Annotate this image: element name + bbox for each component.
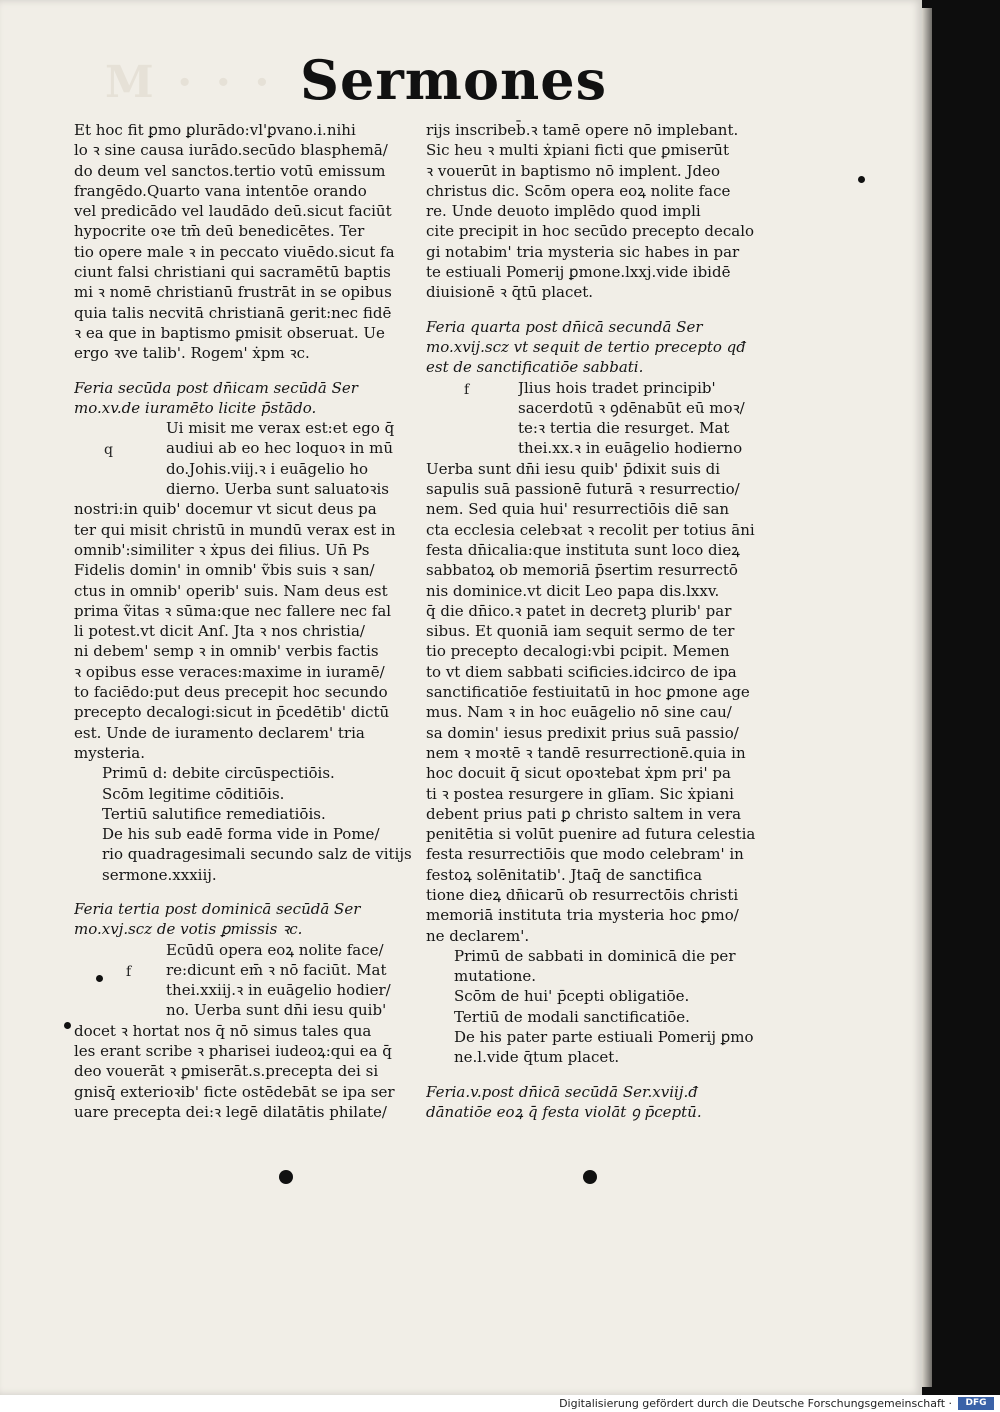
text-line: ne declarem'. [426,926,530,945]
text-line: mi ꝛ nomē christianū frustrāt in se opibus [74,283,392,302]
text-line: festoꝝ solēnitatib'. Jtaq̄ de sanctifica [426,865,703,884]
right-heading1 [426,317,772,378]
text-line: festa resurrectiōis que modo celebram' in [426,845,744,864]
page-edge [922,8,932,1387]
text-line: thei.xx.ꝛ in euāgelio hodierno [518,439,743,458]
text-line: mo.xvij.scz vt sequit de tertio precepto qđ [426,337,746,356]
right-block2 [426,459,772,946]
text-line: Ecūdū opera eoꝝ nolite face/ [166,940,384,959]
text-line: gi notabim' tria mysteria sic habes in par [426,242,740,261]
right-block1 [426,120,772,303]
text-line: nem. Sed quia hui' resurrectiōis diē san [426,500,730,519]
footer-bar [0,1395,1000,1412]
text-line: ꝛ vouerūt in baptismo nō implent. Jdeo [426,161,720,180]
text-line: to faciēdo:put deus precepit hoc secundo [74,683,388,702]
text-line: Primū d: debite circūspectiōis. [102,764,335,783]
text-line: Feria secūda post dn̄icam secūdā Ser [74,378,358,397]
text-line: q̄ die dn̄ico.ꝛ patet in decretꝫ plurib' par [426,601,732,620]
text-line: sibus. Et quoniā iam sequit sermo de ter [426,622,735,641]
text-line: est. Unde de iuramento declarem' tria [74,723,365,742]
left-block2-initial [74,418,416,499]
text-line: vel predicādo vel laudādo deū.sicut faciūt [74,202,392,221]
text-line: te estiuali Pomerij ꝑmone.lxxj.vide ibidē [426,263,731,282]
text-line: sa domin' iesus predixit prius suā passio/ [426,723,739,742]
left-block2 [74,499,416,763]
text-line: docet ꝛ hortat nos q̄ nō simus tales qua [74,1021,372,1040]
left-column [74,120,416,1122]
text-line: mo.xv.de iuramēto licite p̄stādo. [74,398,317,417]
text-line: mutatione. [454,967,537,986]
text-line: Scōm legitime cōditiōis. [102,784,285,803]
text-line: do deum vel sanctos.tertio votū emissum [74,161,386,180]
right-list1 [426,946,772,1068]
text-line: Tertiū de modali sanctificatiōe. [454,1007,690,1026]
text-line: precepto decalogi:sicut in p̄cedētib' dictū [74,703,390,722]
text-line: do.Johis.viij.ꝛ i euāgelio ho [166,459,369,478]
guide-letter: q [104,442,113,459]
text-line: omnib':similiter ꝛ ẋpus dei filius. Un̄ Ps [74,540,370,559]
right-column [426,120,772,1122]
text-line: tione dieꝝ dn̄icarū ob resurrectōis christi [426,885,739,904]
text-line: lo ꝛ sine causa iurādo.secūdo blasphemā/ [74,141,388,160]
text-line: De his pater parte estiuali Pomerij ꝑmo [454,1028,754,1047]
text-line: festa dn̄icalia:que instituta sunt loco dieꝝ [426,540,740,559]
text-line: De his sub eadē forma vide in Pome/ [102,825,380,844]
text-line: Et hoc fit ꝑmo ꝑlurādo:vl'ꝑvano.i.nihi [74,121,356,139]
text-line: li potest.vt dicit Anſ. Jta ꝛ nos christia/ [74,622,365,641]
text-line: cite precipit in hoc secūdo precepto decalo [426,222,755,241]
footer-credit: Digitalisierung gefördert durch die Deutsche Forschungsgemeinschaft · [559,1397,952,1410]
ink-dot [583,1170,597,1184]
left-block2-indented [74,418,416,499]
running-head: Sermones [300,48,607,112]
text-line: Ui misit me verax est:et ego q̄ [166,419,395,438]
ink-dot [64,1022,71,1029]
text-line: ti ꝛ postea resurgere in glīam. Sic ẋpiani [426,784,734,803]
text-line: Fidelis domin' in omnib' ṽbis suis ꝛ san/ [74,561,375,580]
ink-dot [96,975,103,982]
text-line: christus dic. Scōm opera eoꝝ nolite face [426,181,731,200]
text-line: cta ecclesia celebꝛat ꝛ recolit per totius āni [426,520,755,539]
left-heading2 [74,899,416,940]
text-line: ergo ꝛve talib'. Rogem' ẋpm ꝛc. [74,344,310,363]
text-line: Uerba sunt dn̄i iesu quib' p̄dixit suis di [426,459,721,478]
text-line: re:dicunt em̄ ꝛ nō faciūt. Mat [166,960,387,979]
text-line: Tertiū salutifice remediatiōis. [102,804,326,823]
text-line: ꝛ opibus esse veraces:maxime in iuramē/ [74,662,385,681]
text-line: memoriā instituta tria mysteria hoc ꝑmo/ [426,906,739,925]
text-line: ctus in omnib' operib' suis. Nam deus est [74,581,388,600]
text-line: sanctificatiōe festiuitatū in hoc ꝑmone age [426,683,750,702]
text-line: dierno. Uerba sunt saluatoꝛis [166,480,389,499]
text-line: mo.xvj.scz de votis ꝑmissis ꝛc. [74,920,303,939]
left-block3-initial [74,940,416,1021]
text-line: diuisionē ꝛ q̄tū placet. [426,283,594,302]
text-line: quia talis necvitā christianā gerit:nec fidē [74,303,392,322]
text-line: dānatiōe eoꝝ q̄ festa violāt ꝯ p̄ceptū. [426,1102,702,1121]
text-line: frangēdo.Quarto vana intentōe orando [74,181,367,200]
text-line: hypocrite oꝛe tm̄ deū benedicētes. Ter [74,222,365,241]
text-line: est de sanctificatiōe sabbati. [426,358,644,377]
left-list1 [74,763,416,885]
text-line: prima ṽitas ꝛ sūma:que nec fallere nec fal [74,601,392,620]
left-block3 [74,1021,416,1122]
text-line: deo vouerāt ꝛ ꝑmiserāt.s.precepta dei si [74,1062,379,1081]
text-line: re. Unde deuoto implēdo quod impli [426,202,701,221]
text-line: nis dominice.vt dicit Leo papa dis.lxxv. [426,581,720,600]
text-line: ni debem' semp ꝛ in omnib' verbis factis [74,642,379,661]
right-heading2 [426,1082,772,1123]
text-line: te:ꝛ tertia die resurget. Mat [518,419,730,438]
text-line: sacerdotū ꝛ ꝯdēnabūt eū moꝛ/ [518,398,745,417]
text-line: Feria tertia post dominicā secūdā Ser [74,899,361,918]
text-line: audiui ab eo hec loquoꝛ in mū [166,439,394,458]
text-line: no. Uerba sunt dn̄i iesu quib' [166,1001,387,1020]
ink-dot [279,1170,293,1184]
right-block2-indented [426,378,772,459]
guide-letter: f [126,963,132,980]
text-line: debent prius pati ꝑ christo saltem in vera [426,804,742,823]
text-line: rio quadragesimali secundo salz de vitijs [102,845,412,864]
dfg-logo: DFG [958,1397,994,1410]
text-line: ꝛ ea que in baptismo ꝑmisit obseruat. Ue [74,323,385,342]
text-line: uare precepta dei:ꝛ legē dilatātis philate/ [74,1102,387,1121]
text-line: Feria.v.post dn̄icā secūdā Ser.xviij.đ [426,1082,698,1101]
text-line: rijs inscribeb̄.ꝛ tamē opere nō implebant. [426,121,739,139]
ink-dot [858,176,865,183]
left-heading1 [74,378,416,419]
text-line: Scōm de hui' p̄cepti obligatiōe. [454,987,690,1006]
text-line: to vt diem sabbati scificies.idcirco de ipa [426,662,737,681]
text-line: tio precepto decalogi:vbi pcipit. Memen [426,642,730,661]
guide-letter: f [464,381,470,398]
text-line: Feria quarta post dn̄icā secundā Ser [426,317,703,336]
text-line: tio opere male ꝛ in peccato viuēdo.sicut fa [74,242,395,261]
text-line: ter qui misit christū in mundū verax est in [74,520,396,539]
text-line: Sic heu ꝛ multi ẋpiani ficti que ꝑmiserūt [426,141,729,160]
text-line: penitētia si volūt puenire ad futura celestia [426,825,756,844]
text-line: sapulis suā passionē futurā ꝛ resurrectio/ [426,480,740,499]
text-line: nem ꝛ moꝛtē ꝛ tandē resurrectionē.quia in [426,743,746,762]
text-line: nostri:in quib' docemur vt sicut deus pa [74,500,377,519]
text-line: thei.xxiij.ꝛ in euāgelio hodier/ [166,981,391,1000]
text-line: Primū de sabbati in dominicā die per [454,946,736,965]
text-line: sabbatoꝝ ob memoriā p̄sertim resurrectō [426,561,738,580]
text-line: mysteria. [74,743,145,762]
text-line: gnisq̄ exterioꝛib' ficte ostēdebāt se ipa ser [74,1082,395,1101]
bleed-through-mark: M · · · [105,57,274,108]
text-line: hoc docuit q̄ sicut opoꝛtebat ẋpm pri' pa [426,764,731,783]
right-block2-initial [426,378,772,459]
text-line: mus. Nam ꝛ in hoc euāgelio nō sine cau/ [426,703,732,722]
text-line: sermone.xxxiij. [102,865,217,884]
text-line: ne.l.vide q̄tum placet. [454,1048,620,1067]
text-line: Jlius hois tradet principib' [518,378,716,397]
left-block1 [74,120,416,364]
text-line: ciunt falsi christiani qui sacramētū baptis [74,263,391,282]
text-line: les erant scribe ꝛ pharisei iudeoꝝ:qui ea q̄ [74,1042,392,1061]
